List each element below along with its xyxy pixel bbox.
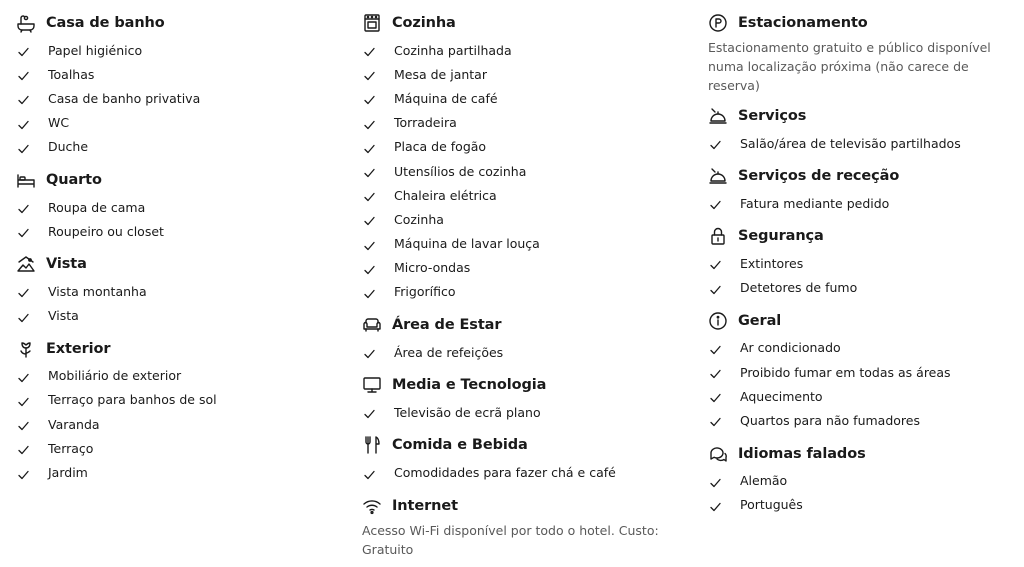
amenity-label: Cozinha partilhada	[394, 42, 512, 58]
section-title: Cozinha	[392, 15, 456, 31]
amenity-label: Frigorífico	[394, 284, 456, 300]
amenity-item	[362, 111, 682, 135]
checkmark-icon	[364, 347, 375, 357]
checkmark-icon	[18, 142, 29, 152]
section-vista	[16, 251, 336, 327]
checkmark-icon	[364, 214, 375, 224]
amenity-label: Máquina de lavar louça	[394, 236, 540, 252]
amenity-label: Proibido fumar em todas as áreas	[740, 364, 951, 380]
checkmark-icon	[18, 468, 29, 478]
section-title: Idiomas falados	[738, 445, 866, 462]
fork-knife-icon	[362, 435, 382, 455]
section-header	[16, 167, 336, 193]
checkmark-icon	[364, 93, 375, 103]
checkmark-icon	[18, 395, 29, 405]
amenity-item	[708, 336, 1018, 360]
section-header	[708, 103, 1018, 129]
amenity-label: Extintores	[740, 255, 804, 271]
amenity-list	[362, 38, 682, 304]
checkmark-icon	[710, 391, 721, 401]
amenity-label: Salão/área de televisão partilhados	[740, 135, 961, 151]
amenity-label: Roupa de cama	[48, 199, 146, 215]
section-exterior	[16, 336, 336, 485]
bed-icon	[16, 170, 36, 190]
checkmark-icon	[364, 263, 375, 273]
chat-bubbles-icon	[708, 444, 728, 464]
section-header	[362, 493, 682, 519]
amenity-label: Terraço para banhos de sol	[48, 392, 217, 408]
checkmark-icon	[364, 118, 375, 128]
section-seguranca	[708, 223, 1018, 299]
checkmark-icon	[710, 343, 721, 353]
amenity-label: Jardim	[48, 465, 88, 481]
section-title: Internet	[392, 497, 458, 514]
amenity-label: Torradeira	[394, 115, 457, 131]
amenity-list	[16, 364, 336, 485]
section-casa-de-banho	[16, 10, 336, 159]
facilities-column-3	[708, 10, 1018, 525]
amenity-item	[16, 436, 336, 460]
amenity-item	[708, 469, 1018, 493]
checkmark-icon	[364, 468, 375, 478]
section-geral	[708, 308, 1018, 433]
amenity-list	[708, 336, 1018, 433]
amenity-item	[708, 276, 1018, 300]
checkmark-icon	[364, 239, 375, 249]
amenity-list	[362, 460, 682, 484]
amenity-item	[362, 207, 682, 231]
amenity-item	[16, 195, 336, 219]
section-header	[362, 10, 682, 36]
amenity-item	[362, 159, 682, 183]
checkmark-icon	[710, 500, 721, 510]
section-media-e-tecnologia	[362, 372, 682, 424]
view-icon	[16, 254, 36, 274]
amenity-list	[708, 251, 1018, 299]
bath-icon	[16, 13, 36, 33]
checkmark-icon	[364, 69, 375, 79]
section-header	[362, 372, 682, 398]
amenity-label: Papel higiénico	[48, 42, 143, 58]
section-header	[708, 223, 1018, 249]
amenity-label: Utensílios de cozinha	[394, 163, 527, 179]
section-title: Exterior	[46, 340, 111, 357]
checkmark-icon	[18, 419, 29, 429]
amenity-label: Fatura mediante pedido	[740, 195, 890, 211]
amenity-label: Placa de fogão	[394, 139, 487, 155]
amenity-item	[708, 360, 1018, 384]
checkmark-icon	[18, 118, 29, 128]
amenity-label: Cozinha	[394, 211, 444, 227]
amenity-item	[16, 304, 336, 328]
amenity-list	[362, 400, 682, 424]
amenity-item	[708, 191, 1018, 215]
amenity-item	[362, 400, 682, 424]
checkmark-icon	[18, 69, 29, 79]
section-title: Comida e Bebida	[392, 437, 528, 454]
stove-icon	[362, 13, 382, 33]
amenity-label: Aquecimento	[740, 388, 823, 404]
info-icon	[708, 311, 728, 331]
amenity-label: Toalhas	[48, 66, 95, 82]
amenity-label: Micro-ondas	[394, 260, 471, 276]
amenity-item	[708, 251, 1018, 275]
amenity-item	[708, 493, 1018, 517]
amenity-list	[708, 131, 1018, 155]
section-title: Quarto	[46, 171, 102, 188]
section-header	[708, 308, 1018, 334]
amenity-label: Mesa de jantar	[394, 66, 487, 82]
section-title: Serviços	[738, 108, 807, 124]
checkmark-icon	[364, 407, 375, 417]
section-title: Estacionamento	[738, 15, 868, 31]
amenity-list	[16, 195, 336, 243]
section-quarto	[16, 167, 336, 243]
parking-icon	[708, 13, 728, 33]
checkmark-icon	[710, 138, 721, 148]
checkmark-icon	[710, 258, 721, 268]
amenity-item	[362, 256, 682, 280]
section-header	[16, 336, 336, 362]
checkmark-icon	[18, 311, 29, 321]
amenity-list	[16, 38, 336, 159]
amenity-item	[16, 460, 336, 484]
lock-icon	[708, 226, 728, 246]
amenity-item	[708, 384, 1018, 408]
section-header	[708, 163, 1018, 189]
amenity-label: Comodidades para fazer chá e café	[394, 465, 616, 481]
amenity-label: Vista	[48, 308, 79, 324]
section-description: Estacionamento gratuito e público disponível numa localização próxima (não carece de reserva)	[708, 40, 991, 93]
checkmark-icon	[18, 226, 29, 236]
amenity-item	[16, 388, 336, 412]
amenity-item	[16, 279, 336, 303]
amenity-item	[362, 340, 682, 364]
section-description: Acesso Wi-Fi disponível por todo o hotel. Custo: Gratuito	[362, 522, 659, 557]
section-header	[708, 10, 1018, 36]
amenity-item	[16, 412, 336, 436]
amenity-label: Vista montanha	[48, 283, 147, 299]
checkmark-icon	[710, 198, 721, 208]
checkmark-icon	[18, 45, 29, 55]
amenity-item	[362, 86, 682, 110]
flower-icon	[16, 339, 36, 359]
section-title: Vista	[46, 256, 87, 273]
amenity-label: Área de refeições	[394, 344, 504, 360]
facilities-column-1	[16, 10, 336, 493]
amenity-item	[362, 38, 682, 62]
checkmark-icon	[710, 283, 721, 293]
amenity-label: Ar condicionado	[740, 340, 841, 356]
amenity-item	[362, 232, 682, 256]
amenity-label: Televisão de ecrã plano	[394, 404, 541, 420]
amenity-item	[16, 62, 336, 86]
amenity-item	[708, 408, 1018, 432]
section-title: Geral	[738, 312, 782, 329]
section-header	[16, 251, 336, 277]
section-internet	[362, 493, 682, 559]
amenity-label: Duche	[48, 139, 89, 155]
section-estacionamento	[708, 10, 1018, 95]
section-title: Segurança	[738, 228, 824, 245]
section-header	[708, 441, 1018, 467]
monitor-icon	[362, 375, 382, 395]
checkmark-icon	[18, 93, 29, 103]
sofa-icon	[362, 315, 382, 335]
section-title: Media e Tecnologia	[392, 377, 547, 394]
amenity-list	[708, 469, 1018, 517]
amenity-item	[16, 364, 336, 388]
section-area-de-estar	[362, 312, 682, 364]
checkmark-icon	[710, 415, 721, 425]
checkmark-icon	[18, 443, 29, 453]
amenity-item	[362, 62, 682, 86]
amenity-label: Português	[740, 497, 803, 513]
checkmark-icon	[18, 286, 29, 296]
section-title: Serviços de receção	[738, 168, 900, 185]
amenity-list	[362, 340, 682, 364]
amenity-item	[362, 135, 682, 159]
amenity-label: Quartos para não fumadores	[740, 412, 920, 428]
checkmark-icon	[18, 371, 29, 381]
section-title: Casa de banho	[46, 15, 165, 31]
amenity-label: Roupeiro ou closet	[48, 223, 164, 239]
amenity-label: Varanda	[48, 416, 100, 432]
amenity-label: Casa de banho privativa	[48, 90, 201, 106]
checkmark-icon	[710, 476, 721, 486]
amenity-item	[16, 86, 336, 110]
amenity-item	[16, 219, 336, 243]
section-servicos-de-rececao	[708, 163, 1018, 215]
amenity-list	[16, 279, 336, 327]
section-header	[16, 10, 336, 36]
checkmark-icon	[364, 166, 375, 176]
wifi-icon	[362, 496, 382, 516]
section-comida-e-bebida	[362, 432, 682, 484]
amenity-item	[16, 38, 336, 62]
section-servicos	[708, 103, 1018, 155]
checkmark-icon	[364, 190, 375, 200]
section-header	[362, 312, 682, 338]
checkmark-icon	[710, 367, 721, 377]
checkmark-icon	[364, 45, 375, 55]
amenity-item	[362, 460, 682, 484]
reception-bell-icon	[708, 166, 728, 186]
amenity-list	[708, 191, 1018, 215]
section-cozinha	[362, 10, 682, 304]
amenity-item	[362, 280, 682, 304]
section-header	[362, 432, 682, 458]
amenity-item	[708, 131, 1018, 155]
amenity-label: Chaleira elétrica	[394, 187, 497, 203]
checkmark-icon	[364, 142, 375, 152]
checkmark-icon	[18, 202, 29, 212]
amenity-item	[16, 135, 336, 159]
amenity-item	[16, 111, 336, 135]
reception-bell-icon	[708, 106, 728, 126]
section-idiomas-falados	[708, 441, 1018, 517]
checkmark-icon	[364, 287, 375, 297]
amenity-label: Alemão	[740, 473, 788, 489]
amenity-label: Mobiliário de exterior	[48, 368, 182, 384]
amenity-label: Terraço	[48, 440, 94, 456]
amenity-item	[362, 183, 682, 207]
section-title: Área de Estar	[392, 317, 502, 334]
amenity-label: Máquina de café	[394, 90, 498, 106]
amenity-label: Detetores de fumo	[740, 280, 858, 296]
facilities-column-2	[362, 10, 682, 567]
amenity-label: WC	[48, 115, 70, 131]
